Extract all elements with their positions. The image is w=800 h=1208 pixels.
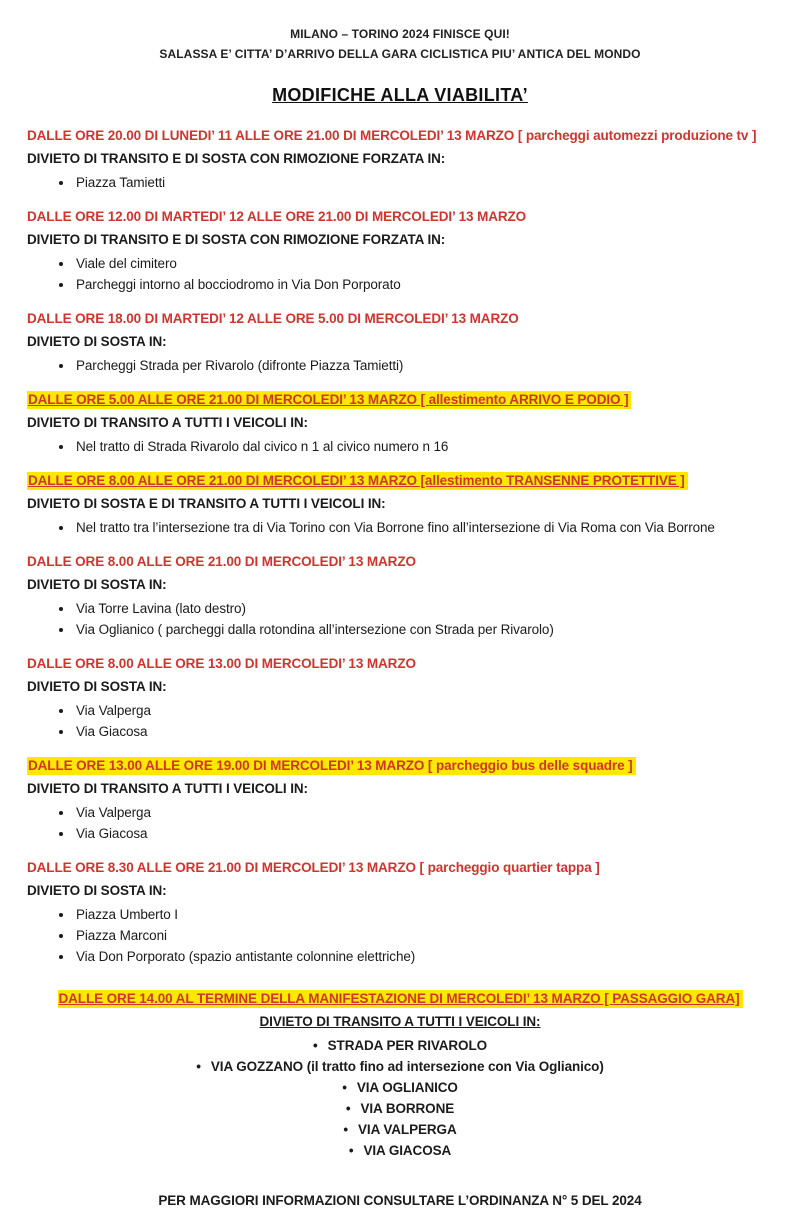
street-item: • VIA GOZZANO (il tratto fino ad intersezione con Via Oglianico) [27,1056,773,1077]
section-restriction: DIVIETO DI TRANSITO E DI SOSTA CON RIMOZIONE FORZATA IN: [27,232,446,247]
street-item: • Parcheggi Strada per Rivarolo (difronte Piazza Tamietti) [74,355,773,376]
street-item: • Piazza Umberto I [74,904,773,925]
ordinance-section [27,389,773,457]
section-heading-text: DALLE ORE 8.00 ALLE ORE 13.00 DI MERCOLEDI’ 13 MARZO [27,656,416,671]
section-heading-text: DALLE ORE 20.00 DI LUNEDI’ 11 ALLE ORE 21.00 DI MERCOLEDI’ 13 MARZO [ parcheggi automezzi produzione tv ] [27,128,757,143]
section-heading-text: DALLE ORE 8.00 ALLE ORE 21.00 DI MERCOLEDI’ 13 MARZO [allestimento TRANSENNE PROTETTIVE ] [27,472,688,490]
street-item: • Nel tratto tra l’intersezione tra di Via Torino con Via Borrone fino all’intersezione di Via Roma con Via Borrone [74,517,773,538]
section-restriction: DIVIETO DI SOSTA IN: [27,334,167,349]
street-list [27,1035,773,1161]
street-item: • VIA VALPERGA [27,1119,773,1140]
header-line-2: SALASSA E’ CITTA’ D’ARRIVO DELLA GARA CICLISTICA PIU’ ANTICA DEL MONDO [159,47,641,61]
street-item: • Viale del cimitero [74,253,773,274]
section-heading [27,653,773,674]
street-item: • Parcheggi intorno al bocciodromo in Via Don Porporato [74,274,773,295]
street-list [27,172,773,193]
street-item: • VIA OGLIANICO [27,1077,773,1098]
street-item: • Piazza Marconi [74,925,773,946]
section-heading [27,308,773,329]
street-item: • Nel tratto di Strada Rivarolo dal civico n 1 al civico numero n 16 [74,436,773,457]
section-restriction: DIVIETO DI SOSTA IN: [27,577,167,592]
footer-note: PER MAGGIORI INFORMAZIONI CONSULTARE L’ORDINANZA N° 5 DEL 2024 [158,1193,642,1208]
ordinance-section [27,653,773,742]
section-heading-text: DALLE ORE 12.00 DI MARTEDI’ 12 ALLE ORE 21.00 DI MERCOLEDI’ 13 MARZO [27,209,527,224]
street-item: • Piazza Tamietti [74,172,773,193]
section-restriction: DIVIETO DI TRANSITO A TUTTI I VEICOLI IN: [27,781,308,796]
ordinance-section [27,755,773,844]
street-list [27,355,773,376]
section-heading-text: DALLE ORE 8.30 ALLE ORE 21.00 DI MERCOLEDI’ 13 MARZO [ parcheggio quartier tappa ] [27,860,600,875]
street-item: • Via Valperga [74,700,773,721]
street-item: • STRADA PER RIVAROLO [27,1035,773,1056]
street-item: • Via Valperga [74,802,773,823]
street-item: • Via Giacosa [74,721,773,742]
header-line-1: MILANO – TORINO 2024 FINISCE QUI! [290,27,510,41]
section-heading [27,125,773,146]
street-item: • VIA BORRONE [27,1098,773,1119]
ordinance-section [27,206,773,295]
section-restriction: DIVIETO DI SOSTA IN: [27,883,167,898]
street-item: • Via Giacosa [74,823,773,844]
ordinance-section [27,551,773,640]
section-restriction: DIVIETO DI TRANSITO A TUTTI I VEICOLI IN: [259,1014,541,1029]
street-item: • Via Torre Lavina (lato destro) [74,598,773,619]
street-list [27,253,773,295]
section-heading [27,206,773,227]
street-list [27,598,773,640]
section-heading [27,551,773,572]
street-list [27,802,773,844]
sections-container [27,125,773,1161]
section-heading-text: DALLE ORE 18.00 DI MARTEDI’ 12 ALLE ORE 5.00 DI MERCOLEDI’ 13 MARZO [27,311,519,326]
section-restriction: DIVIETO DI SOSTA E DI TRANSITO A TUTTI I VEICOLI IN: [27,496,386,511]
section-restriction: DIVIETO DI TRANSITO E DI SOSTA CON RIMOZIONE FORZATA IN: [27,151,446,166]
section-heading-text: DALLE ORE 14.00 AL TERMINE DELLA MANIFESTAZIONE DI MERCOLEDI’ 13 MARZO [ PASSAGGIO GARA] [58,990,743,1008]
ordinance-section [27,857,773,967]
page-title: MODIFICHE ALLA VIABILITA’ [272,85,528,105]
section-restriction: DIVIETO DI SOSTA IN: [27,679,167,694]
section-restriction: DIVIETO DI TRANSITO A TUTTI I VEICOLI IN: [27,415,308,430]
street-item: • Via Oglianico ( parcheggi dalla rotondina all’intersezione con Strada per Rivarolo) [74,619,773,640]
ordinance-section [27,308,773,376]
section-heading-text: DALLE ORE 8.00 ALLE ORE 21.00 DI MERCOLEDI’ 13 MARZO [27,554,416,569]
street-list [27,700,773,742]
section-heading [27,755,773,776]
section-heading [27,470,773,491]
ordinance-section [27,988,773,1161]
ordinance-section [27,470,773,538]
street-list [27,517,773,538]
section-heading-text: DALLE ORE 13.00 ALLE ORE 19.00 DI MERCOLEDI’ 13 MARZO [ parcheggio bus delle squadre ] [27,757,636,775]
ordinance-section [27,125,773,193]
section-heading-text: DALLE ORE 5.00 ALLE ORE 21.00 DI MERCOLEDI’ 13 MARZO [ allestimento ARRIVO E PODIO ] [27,391,631,409]
street-item: • VIA GIACOSA [27,1140,773,1161]
section-heading [27,988,773,1009]
section-heading [27,389,773,410]
street-list [27,904,773,967]
street-list [27,436,773,457]
section-heading [27,857,773,878]
street-item: • Via Don Porporato (spazio antistante colonnine elettriche) [74,946,773,967]
